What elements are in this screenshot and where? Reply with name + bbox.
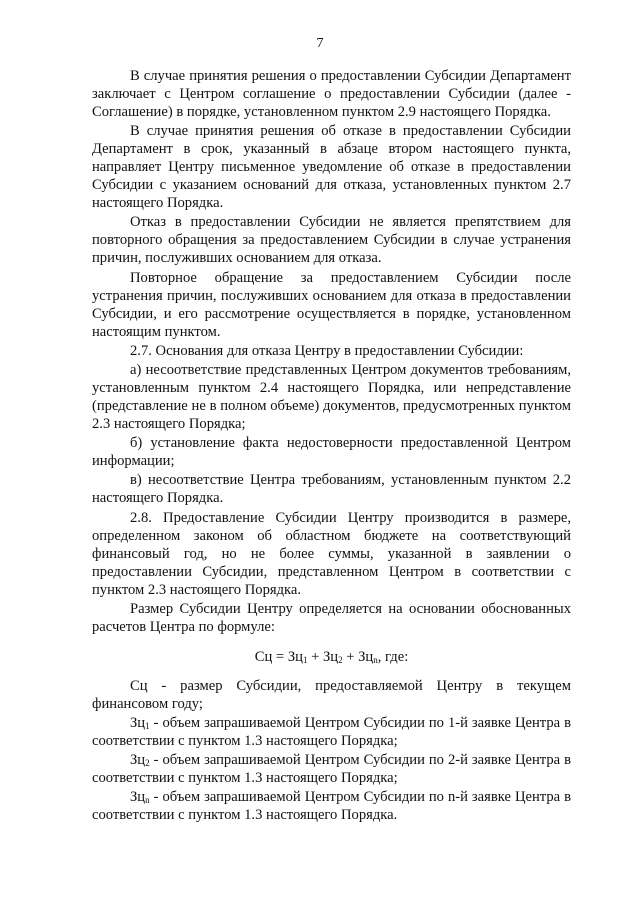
formula-subscript: 1 (302, 654, 308, 665)
paragraph: 2.7. Основания для отказа Центру в предоставлении Субсидии: (130, 342, 524, 359)
definition-symbol: Зц (130, 789, 146, 806)
formula-lhs: Сц (254, 648, 273, 665)
page-number: 7 (316, 36, 324, 51)
document-body (92, 67, 571, 825)
paragraph: Отказ в предоставлении Субсидии не является препятствием для повторного обращения за предоставлением Субсидии в случае устранения причин, послуживших основанием для отказа. (92, 214, 571, 267)
definition-symbol: Зц (130, 714, 146, 731)
definition (92, 788, 571, 824)
paragraph: в) несоответствие Центра требованиям, установленным пунктом 2.2 настоящего Порядка. (92, 472, 571, 507)
paragraph: а) несоответствие представленных Центром документов требованиям, установленным пунктом 2.4 настоящего Порядка, или непредставление (представление не в полном объеме) документов, предусмотренных пунктом 2.3 настоящего Порядка; (92, 361, 571, 432)
formula-plus: + (307, 648, 323, 665)
definition-text: - объем запрашиваемой Центром Субсидии по 2-й заявке Центра в соответствии с пунктом 1.3 настоящего Порядка; (92, 752, 571, 787)
paragraph: В случае принятия решения о предоставлении Субсидии Департамент заключает с Центром соглашение о предоставлении Субсидии (далее - Соглашение) в порядке, установленном пунктом 2.9 настоящего Порядка. (92, 68, 571, 120)
formula-subscript: 2 (338, 654, 343, 665)
formula-subscript: n (373, 654, 378, 665)
definition-subscript: 2 (145, 758, 150, 769)
formula (92, 648, 571, 666)
definition-text: - объем запрашиваемой Центром Субсидии по 1-й заявке Центра в соответствии с пунктом 1.3 настоящего Порядка; (92, 714, 571, 749)
formula-eq: = (272, 648, 288, 665)
definition-text: - размер Субсидии, предоставляемой Центру в текущем финансовом году; (92, 677, 571, 712)
formula-term: Зц (358, 648, 374, 665)
paragraph: б) установление факта недостоверности предоставленной Центром информации; (92, 435, 571, 470)
definition (92, 714, 571, 750)
definition-symbol: Зц (130, 752, 146, 769)
definition (92, 751, 571, 787)
paragraph: В случае принятия решения об отказе в предоставлении Субсидии Департамент в срок, указанный в абзаце втором настоящего пункта, направляет Центру письменное уведомление об отказе в предоставлении Субсидии с указанием оснований для отказа, установленных пунктом 2.7 настоящего Порядка. (92, 123, 571, 212)
paragraph: 2.8. Предоставление Субсидии Центру производится в размере, определенном законом об областном бюджете на соответствующий финансовый год, но не более суммы, указанной в заявлении о предоставлении Субсидии, представленном Центром в соответствии с пунктом 2.3 настоящего Порядка. (92, 509, 571, 598)
definition-symbol: Сц (130, 677, 148, 694)
formula-tail: , где: (377, 648, 409, 665)
paragraph: Размер Субсидии Центру определяется на основании обоснованных расчетов Центра по формуле: (92, 600, 571, 635)
definition (92, 677, 571, 713)
formula-term: Зц (322, 648, 339, 665)
paragraph: Повторное обращение за предоставлением Субсидии после устранения причин, послуживших основанием для отказа в предоставлении Субсидии, и его рассмотрение осуществляется в порядке, установленном настоящим пунктом. (92, 269, 571, 340)
formula-plus: + (342, 648, 359, 665)
definition-text: - объем запрашиваемой Центром Субсидии по n-й заявке Центра в соответствии с пунктом 1.3 настоящего Порядка. (92, 789, 571, 824)
formula-term: Зц (287, 648, 303, 665)
definition-subscript: 1 (145, 720, 150, 731)
definition-subscript: n (145, 795, 150, 806)
